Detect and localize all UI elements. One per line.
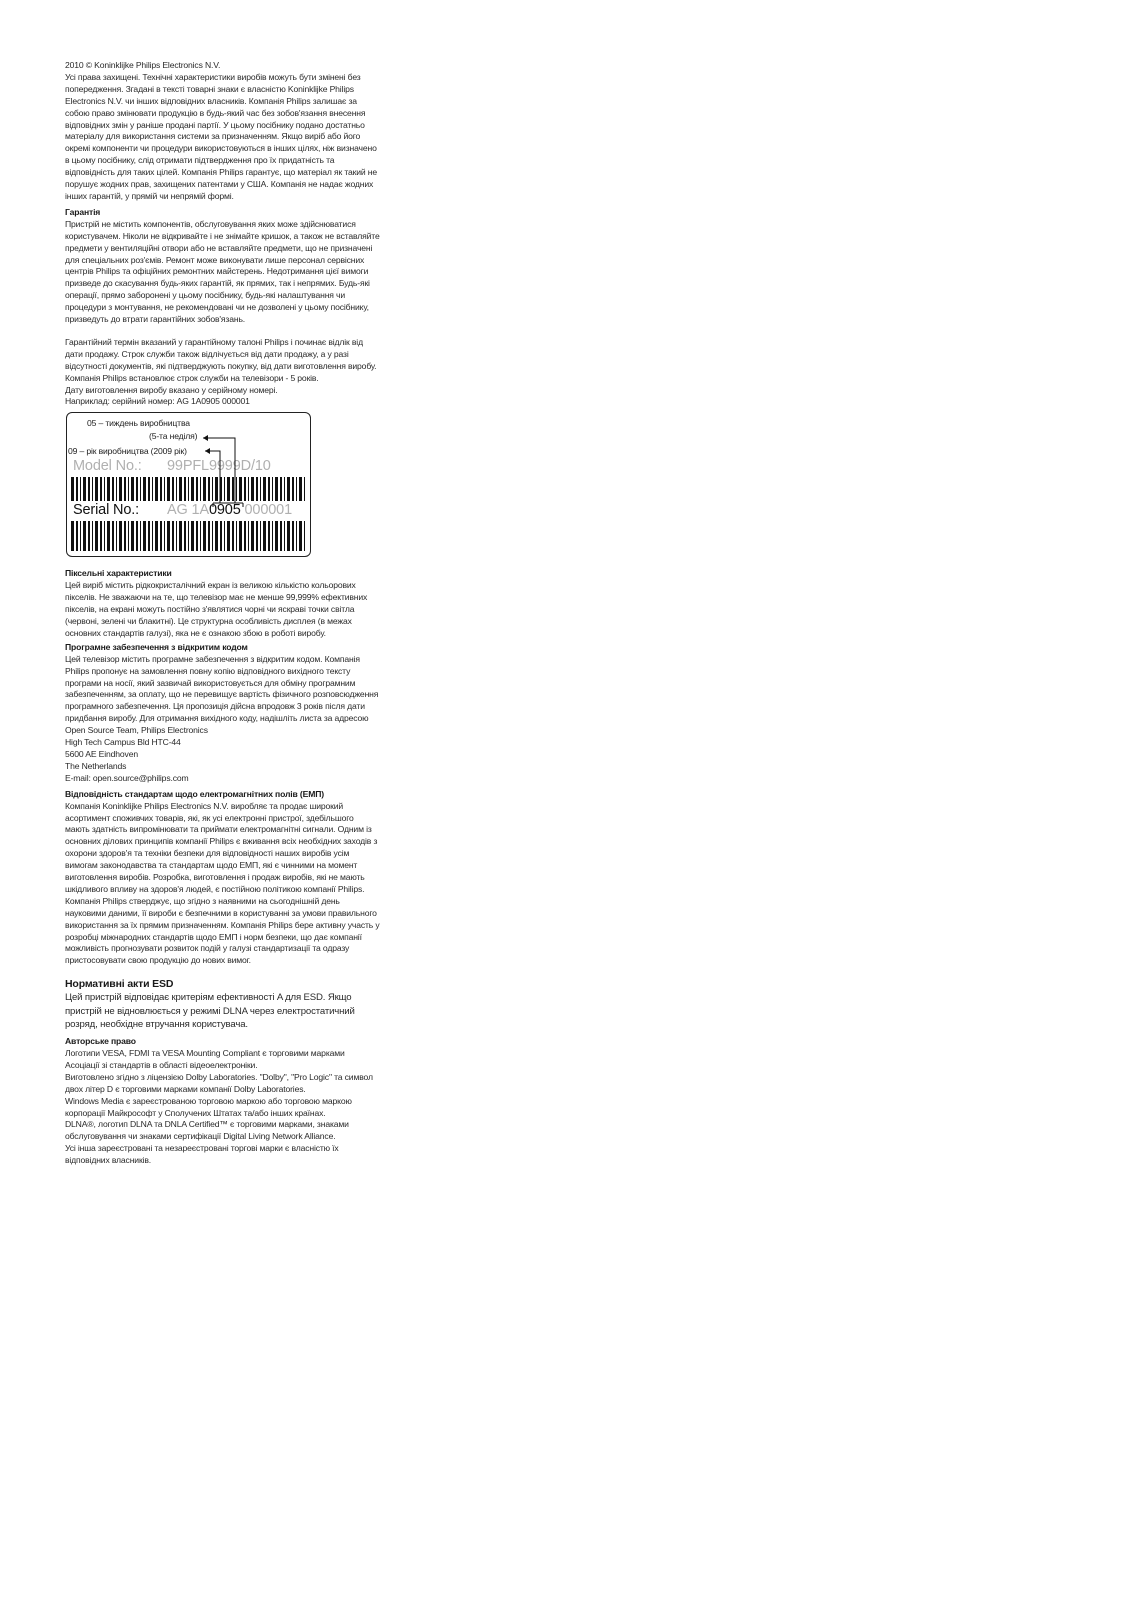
opensource-heading: Програмне забезпечення з відкритим кодом <box>65 641 248 652</box>
serial-suffix: 000001 <box>240 502 293 519</box>
pixel-heading: Піксельні характеристики <box>65 568 172 579</box>
opensource-text: Цей телевізор містить програмне забезпечення з відкритим кодом. Компанія Philips пропонує на замовлення повну копію відповідного вихідного тексту програми на носії, який зазвичай використовується для обміну програмним забезпеченням, за оплату, що не перевищує вартість фізичного розповсюдження програмного забезпечення. Ця пропозиція дійсна впродовж 3 років після дати придбання виробу. Для отримання вихідного коду, надішліть листа за адресою <box>65 653 379 724</box>
address-line-4: The Netherlands <box>65 760 127 771</box>
serial-date-code: 0905 <box>208 502 241 519</box>
warranty-text-1: Пристрій не містить компонентів, обслуговування яких може здійснюватися користувачем. Ніколи не відкривайте і не знімайте кришок, а також не вставляйте предмети у вентиляційні отвори або не вставляйте предмети, що не призначені для спеціальних роз'ємів. Ремонт може виконувати лише персонал сервісних центрів Philips та офіційних ремонтних майстерень. Недотримання цієї вимоги призведе до скасування будь-яких гарантій, як прямих, так і непрямих. Будь-які операції, прямо заборонені у цьому посібнику, будь-які налаштування чи процедури з монтування, не рекомендовані чи не дозволені у цьому посібнику, призведуть до втрати гарантійних зобов'язань. <box>65 218 380 325</box>
warranty-heading: Гарантія <box>65 206 101 217</box>
model-number-value: 99PFL9999D/10 <box>167 458 271 475</box>
address-line-3: 5600 AE Eindhoven <box>65 748 138 759</box>
trademarks-heading: Авторське право <box>65 1036 136 1047</box>
serial-number-label: Serial No.: <box>73 502 140 519</box>
emf-text: Компанія Koninklijke Philips Electronics N.V. виробляє та продає широкий асортимент споживчих товарів, які, як усі електронні пристрої, здебільшого мають здатність випромінювати та приймати електромагнітні сигнали. Одним із основних ділових принципів компанії Philips є вживання всіх необхідних заходів з охорони здоров'я та техніки безпеки для відповідності наших виробів усім вимогам законодавства та стандартам щодо ЕМП, які є чинними на момент виготовлення виробів. Розробка, виготовлення і продаж виробів, які не мають шкідливого впливу на здоров'я людей, є постійною політикою компанії Philips. Компанія Philips стверджує, що згідно з наявними на сьогоднішній день науковими даними, її вироби є безпечними в користуванні за умови правильного використання за їх прямим призначенням. Компанія Philips бере активну участь у розробці міжнародних стандартів щодо ЕМП і норм безпеки, що дає компанії можливість прогнозувати розвиток подій у галузі стандартизації та одразу пристосовувати свою продукцію до нових вимог. <box>65 800 380 966</box>
esd-text: Цей пристрій відповідає критеріям ефективності A для ESD. Якщо пристрій не відновлюється у режимі DLNA через електростатичний розряд, необхідне втручання користувача. <box>65 992 355 1031</box>
week-annotation: 05 – тиждень виробництва <box>87 418 190 429</box>
copyright-line: 2010 © Koninklijke Philips Electronics N.V. <box>65 60 221 70</box>
warranty-text-2: Гарантійний термін вказаний у гарантійному талоні Philips і починає відлік від дати продажу. Строк служби також відлічується від дати продажу, а у разі відсутності документів, які підтверджують покупку, від дати виготовлення виробу. Компанія Philips встановлює строк служби на телевізори - 5 років. <box>65 336 377 383</box>
week-annotation-note: (5-та неділя) <box>149 431 198 442</box>
esd-heading: Нормативні акти ESD <box>65 978 174 991</box>
annotation-arrows <box>67 413 310 556</box>
warranty-text-3: Дату виготовлення виробу вказано у серійному номері. <box>65 384 278 395</box>
trademark-others: Усі інша зареєстровані та незареєстровані торгові марки є власністю їх відповідних власників. <box>65 1143 339 1166</box>
document-column <box>65 60 380 1167</box>
pixel-text: Цей виріб містить рідкокристалічний екран із великою кількістю кольорових пікселів. Не зважаючи на те, що телевізор має не менше 99,999% ефективних пікселів, на екрані можуть постійно з'являтися чорні чи яскраві точки світла (червоні, зелені чи блакитні). Це структурна особливість дисплея (в межах основних стандартів галузі), яка не є ознакою збою в роботі виробу. <box>65 580 368 638</box>
trademark-vesa: Логотипи VESA, FDMI та VESA Mounting Compliant є торговими марками Асоціації зі стандартів в області відеоелектроніки. <box>65 1047 345 1070</box>
year-annotation: 09 – рік виробництва (2009 рік) <box>68 446 187 457</box>
copyright-text: Усі права захищені. Технічні характеристики виробів можуть бути змінені без попередження. Згадані в тексті товарні знаки є власністю Koninklijke Philips Electronics N.V. чи інших відповідних власників. Компанія Philips залишає за собою право змінювати продукцію в будь-який час без зобов'язання внесення відповідних змін у раніше продані партії. У цьому посібнику подано достатньо матеріалу для використання системи за призначенням. Якщо виріб або його окремі компоненти чи процедури використовуються в інших цілях, ніж визначено в цьому посібнику, слід отримати підтвердження про їх придатність та відповідність для таких цілей. Компанія Philips гарантує, що матеріал як такий не порушує жодних прав, захищених патентами у США. Компанія не надає жодних інших гарантій, у прямій чи непрямій формі. <box>65 71 378 201</box>
warranty-text-4: Наприклад: серійний номер: AG 1A0905 000001 <box>65 396 250 407</box>
trademark-dlna: DLNA®, логотип DLNA та DNLA Certified™ є торговими марками, знаками обслуговування чи знаками сертифікації Digital Living Network Alliance. <box>65 1119 349 1142</box>
trademark-windows-media: Windows Media є зареєстрованою торговою маркою або торговою маркою корпорації Майкрософт у Сполучених Штатах та/або інших країнах. <box>65 1095 352 1118</box>
email-line: E-mail: open.source@philips.com <box>65 772 189 783</box>
emf-heading: Відповідність стандартам щодо електромагнітних полів (ЕМП) <box>65 788 324 799</box>
model-number-label: Model No.: <box>73 458 142 475</box>
trademark-dolby: Виготовлено згідно з ліцензією Dolby Laboratories. "Dolby", "Pro Logic" та символ двох літер D є торговими марками компанії Dolby Laboratories. <box>65 1071 373 1094</box>
address-line-1: Open Source Team, Philips Electronics <box>65 725 208 736</box>
serial-prefix: AG 1A <box>167 502 209 519</box>
address-line-2: High Tech Campus Bld HTC-44 <box>65 737 181 748</box>
serial-label-diagram <box>66 412 311 557</box>
